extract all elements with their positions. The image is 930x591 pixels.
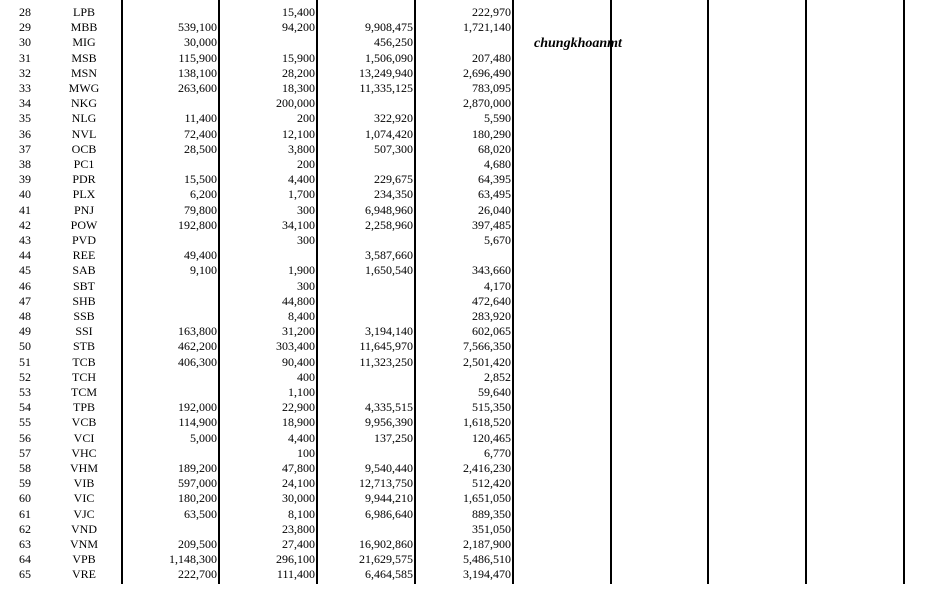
stock-ticker-cell: SSI [75,324,93,339]
value-amount-cell [320,522,413,537]
table-row [0,5,930,20]
value-amount-cell: 26,040 [478,202,511,217]
stock-ticker-cell: NKG [71,96,97,111]
value-amount-cell: 2,416,230 [463,461,511,475]
volume-value-cell [122,233,217,248]
volume-value-cell: 300 [297,233,315,247]
row-number-cell: 29 [19,20,31,35]
value-amount-cell: 59,640 [478,385,511,399]
table-row [0,400,930,415]
stock-ticker-cell: TCH [72,369,96,384]
value-amount-cell: 472,640 [472,293,511,308]
volume-value-cell: 15,900 [282,50,315,65]
table-row [0,522,930,537]
volume-value-cell: 222,700 [178,567,217,582]
table-row [0,370,930,385]
stock-ticker-cell: VPB [72,552,96,567]
value-amount-cell: 63,495 [478,187,511,202]
volume-value-cell: 114,900 [178,415,217,430]
table-row [0,187,930,202]
table-row [0,461,930,476]
table-row [0,142,930,157]
table-row [0,294,930,309]
volume-value-cell: 296,100 [276,552,315,567]
value-amount-cell: 21,629,575 [359,552,413,567]
stock-ticker-cell: PC1 [73,157,95,171]
volume-value-cell: 163,800 [178,324,217,339]
stock-ticker-cell: MBB [70,20,98,35]
value-amount-cell: 234,350 [374,187,413,202]
value-amount-cell [320,157,413,172]
value-amount-cell: 2,501,420 [463,354,511,369]
stock-ticker-cell: STB [72,339,95,354]
volume-value-cell: 111,400 [276,567,315,582]
volume-value-cell: 189,200 [178,461,217,475]
watermark-text: chungkhoanmt [534,36,622,51]
value-amount-cell: 6,948,960 [365,202,413,217]
volume-value-cell: 300 [297,278,315,293]
stock-ticker-cell: VCB [71,415,97,430]
row-number-cell: 62 [19,521,31,536]
table-row [0,248,930,263]
value-amount-cell: 1,651,050 [463,491,511,506]
row-number-cell: 54 [19,400,31,415]
row-number-cell: 52 [19,369,31,384]
row-number-cell: 38 [19,157,31,171]
stock-ticker-cell: VND [71,521,97,536]
row-number-cell: 30 [19,35,31,50]
row-number-cell: 65 [19,567,31,582]
stock-ticker-cell: NLG [71,111,97,126]
table-row [0,111,930,126]
value-amount-cell: 11,645,970 [359,339,413,354]
value-amount-cell: 2,696,490 [463,65,511,80]
value-amount-cell: 3,194,140 [365,324,413,339]
row-number-cell: 64 [19,552,31,567]
value-amount-cell: 456,250 [374,35,413,50]
value-amount-cell: 322,920 [374,111,413,126]
volume-value-cell: 79,800 [184,202,217,217]
value-amount-cell [320,446,413,461]
stock-ticker-cell: NVL [71,126,97,141]
value-amount-cell [320,309,413,324]
volume-value-cell: 6,200 [190,187,217,202]
volume-value-cell: 30,000 [282,491,315,506]
value-amount-cell: 4,335,515 [365,400,413,415]
stock-ticker-cell: TCM [70,385,97,399]
stock-ticker-cell: SBT [72,278,95,293]
table-row [0,20,930,35]
row-number-cell: 58 [19,461,31,475]
volume-value-cell: 1,700 [288,187,315,202]
volume-value-cell: 63,500 [184,506,217,521]
volume-value-cell: 49,400 [184,248,217,263]
value-amount-cell: 889,350 [472,506,511,521]
value-amount-cell [320,96,413,111]
stock-ticker-cell: REE [72,248,96,263]
row-number-cell: 61 [19,506,31,521]
value-amount-cell: 180,290 [472,126,511,141]
table-row [0,172,930,187]
volume-value-cell: 47,800 [282,461,315,475]
value-amount-cell [320,294,413,309]
table-row [0,51,930,66]
value-amount-cell: 515,350 [472,400,511,415]
volume-value-cell: 406,300 [178,354,217,369]
row-number-cell: 55 [19,415,31,430]
volume-value-cell [122,309,217,324]
stock-ticker-cell: VNM [69,537,98,551]
table-row [0,35,930,50]
value-amount-cell: 602,065 [472,324,511,339]
table-row [0,567,930,582]
stock-ticker-cell: SAB [72,263,96,278]
value-amount-cell: 1,618,520 [463,415,511,430]
row-number-cell: 41 [19,202,31,217]
volume-value-cell: 12,100 [282,126,315,141]
table-row [0,324,930,339]
volume-value-cell: 44,800 [282,293,315,308]
value-amount-cell: 9,944,210 [365,491,413,506]
volume-value-cell: 200 [297,111,315,126]
value-amount-cell: 4,680 [484,157,511,171]
value-amount-cell: 120,465 [472,430,511,445]
value-amount-cell: 64,395 [478,172,511,187]
volume-value-cell: 462,200 [178,339,217,354]
stock-ticker-cell: VJC [73,506,95,521]
row-number-cell: 48 [19,309,31,323]
volume-value-cell: 200 [297,157,315,171]
volume-value-cell: 4,400 [288,430,315,445]
value-amount-cell [320,370,413,385]
value-amount-cell: 1,721,140 [463,20,511,35]
value-amount-cell: 9,908,475 [365,20,413,35]
value-amount-cell [320,279,413,294]
value-amount-cell: 1,506,090 [365,50,413,65]
value-amount-cell: 1,074,420 [365,126,413,141]
row-number-cell: 40 [19,187,31,202]
table-row [0,507,930,522]
table-row [0,233,930,248]
volume-value-cell: 94,200 [282,20,315,35]
stock-ticker-cell: MSN [70,65,97,80]
volume-value-cell: 15,500 [184,172,217,187]
row-number-cell: 37 [19,141,31,156]
row-number-cell: 56 [19,430,31,445]
row-number-cell: 47 [19,293,31,308]
stock-ticker-cell: MIG [72,35,96,50]
volume-value-cell: 200,000 [276,96,315,111]
volume-value-cell [122,522,217,537]
volume-value-cell [122,446,217,461]
volume-value-cell: 192,800 [178,217,217,232]
row-number-cell: 46 [19,278,31,293]
value-amount-cell [418,35,511,50]
row-number-cell: 31 [19,50,31,65]
volume-value-cell: 180,200 [178,491,217,506]
stock-ticker-cell: TCB [72,354,96,369]
volume-value-cell [122,294,217,309]
volume-value-cell: 9,100 [190,263,217,278]
stock-ticker-cell: VIC [73,491,95,506]
value-amount-cell: 6,770 [484,445,511,460]
stock-ticker-cell: PVD [71,233,96,247]
stock-ticker-cell: SSB [73,309,95,323]
row-number-cell: 57 [19,445,31,460]
volume-value-cell: 34,100 [282,217,315,232]
value-amount-cell: 11,335,125 [359,81,413,95]
value-amount-cell: 507,300 [374,141,413,156]
volume-value-cell [222,35,315,50]
value-amount-cell: 222,970 [472,5,511,19]
volume-value-cell: 303,400 [276,339,315,354]
row-number-cell: 33 [19,81,31,95]
volume-value-cell: 100 [297,445,315,460]
stock-ticker-cell: VHC [71,445,97,460]
volume-value-cell: 597,000 [178,476,217,491]
volume-value-cell: 22,900 [282,400,315,415]
table-row [0,339,930,354]
volume-value-cell [122,385,217,400]
value-amount-cell: 2,258,960 [365,217,413,232]
value-amount-cell: 512,420 [472,476,511,491]
value-amount-cell: 11,323,250 [359,354,413,369]
row-number-cell: 60 [19,491,31,506]
volume-value-cell: 3,800 [288,141,315,156]
value-amount-cell: 4,170 [484,278,511,293]
table-row [0,446,930,461]
volume-value-cell: 30,000 [184,35,217,50]
volume-value-cell: 1,148,300 [169,552,217,567]
row-number-cell: 35 [19,111,31,126]
value-amount-cell: 9,540,440 [365,461,413,475]
row-number-cell: 59 [19,476,31,491]
stock-ticker-cell: PDR [72,172,96,187]
value-amount-cell: 3,194,470 [463,567,511,582]
volume-value-cell: 24,100 [282,476,315,491]
row-number-cell: 39 [19,172,31,187]
stock-ticker-cell: VRE [72,567,96,582]
volume-value-cell: 18,300 [282,81,315,95]
volume-value-cell: 11,400 [184,111,217,126]
volume-value-cell: 90,400 [282,354,315,369]
volume-value-cell: 300 [297,202,315,217]
volume-value-cell: 15,400 [282,5,315,19]
volume-value-cell: 5,000 [190,430,217,445]
table-row [0,127,930,142]
table-row [0,66,930,81]
stock-ticker-cell: VHM [69,461,98,475]
table-row [0,96,930,111]
stock-ticker-cell: VCI [73,430,95,445]
row-number-cell: 43 [19,233,31,247]
row-number-cell: 45 [19,263,31,278]
value-amount-cell: 12,713,750 [359,476,413,491]
stock-ticker-cell: LPB [72,5,95,19]
value-amount-cell: 3,587,660 [365,248,413,263]
volume-value-cell: 8,400 [288,309,315,323]
value-amount-cell: 13,249,940 [359,65,413,80]
stock-ticker-cell: SHB [72,293,96,308]
row-number-cell: 32 [19,65,31,80]
stock-ticker-cell: VIB [73,476,95,491]
value-amount-cell: 2,852 [484,369,511,384]
value-amount-cell: 783,095 [472,81,511,95]
volume-value-cell [122,370,217,385]
row-number-cell: 63 [19,537,31,551]
stock-ticker-cell: PNJ [73,202,94,217]
table-row [0,218,930,233]
volume-value-cell: 263,600 [178,81,217,95]
value-amount-cell: 351,050 [472,521,511,536]
volume-value-cell: 209,500 [178,537,217,551]
value-amount-cell [320,5,413,20]
table-row [0,476,930,491]
stock-ticker-cell: TPB [72,400,95,415]
value-amount-cell: 397,485 [472,217,511,232]
row-number-cell: 51 [19,354,31,369]
row-number-cell: 53 [19,385,31,399]
value-amount-cell: 9,956,390 [365,415,413,430]
table-row [0,157,930,172]
volume-value-cell: 539,100 [178,20,217,35]
value-amount-cell: 7,566,350 [463,339,511,354]
row-number-cell: 49 [19,324,31,339]
volume-value-cell: 115,900 [178,50,217,65]
volume-value-cell: 28,500 [184,141,217,156]
table-row [0,81,930,96]
value-amount-cell: 283,920 [472,309,511,323]
table-row [0,552,930,567]
stock-ticker-cell: POW [70,217,98,232]
stock-ticker-cell: MSB [71,50,97,65]
volume-value-cell: 192,000 [178,400,217,415]
stock-ticker-cell: MWG [68,81,100,95]
stock-ticker-cell: OCB [71,141,97,156]
volume-value-cell [122,157,217,172]
value-amount-cell: 2,870,000 [463,96,511,111]
stock-ticker-cell: PLX [72,187,96,202]
value-amount-cell: 207,480 [472,50,511,65]
row-number-cell: 28 [19,5,31,19]
volume-value-cell: 23,800 [282,521,315,536]
row-number-cell: 42 [19,217,31,232]
value-amount-cell [320,385,413,400]
table-row [0,431,930,446]
table-row [0,263,930,278]
value-amount-cell: 343,660 [472,263,511,278]
value-amount-cell: 229,675 [374,172,413,187]
table-row [0,491,930,506]
value-amount-cell [418,248,511,263]
value-amount-cell: 1,650,540 [365,263,413,278]
volume-value-cell [122,96,217,111]
row-number-cell: 44 [19,248,31,263]
volume-value-cell: 18,900 [282,415,315,430]
volume-value-cell [122,279,217,294]
row-number-cell: 50 [19,339,31,354]
table-row [0,355,930,370]
volume-value-cell: 72,400 [184,126,217,141]
value-amount-cell: 5,486,510 [463,552,511,567]
volume-value-cell: 400 [297,369,315,384]
table-row [0,415,930,430]
value-amount-cell: 6,464,585 [365,567,413,582]
value-amount-cell: 5,670 [484,233,511,247]
row-number-cell: 34 [19,96,31,111]
value-amount-cell: 137,250 [374,430,413,445]
table-row [0,385,930,400]
value-amount-cell [320,233,413,248]
volume-value-cell: 8,100 [288,506,315,521]
table-row [0,537,930,552]
value-amount-cell: 5,590 [484,111,511,126]
table-row [0,309,930,324]
value-amount-cell: 2,187,900 [463,537,511,551]
volume-value-cell: 1,100 [288,385,315,399]
volume-value-cell: 4,400 [288,172,315,187]
value-amount-cell: 6,986,640 [365,506,413,521]
row-number-cell: 36 [19,126,31,141]
volume-value-cell [122,5,217,20]
value-amount-cell: 16,902,860 [359,537,413,551]
volume-value-cell: 27,400 [282,537,315,551]
volume-value-cell: 28,200 [282,65,315,80]
volume-value-cell: 31,200 [282,324,315,339]
volume-value-cell: 138,100 [178,65,217,80]
value-amount-cell: 68,020 [478,141,511,156]
volume-value-cell: 1,900 [288,263,315,278]
volume-value-cell [222,248,315,263]
table-row [0,203,930,218]
table-row [0,279,930,294]
